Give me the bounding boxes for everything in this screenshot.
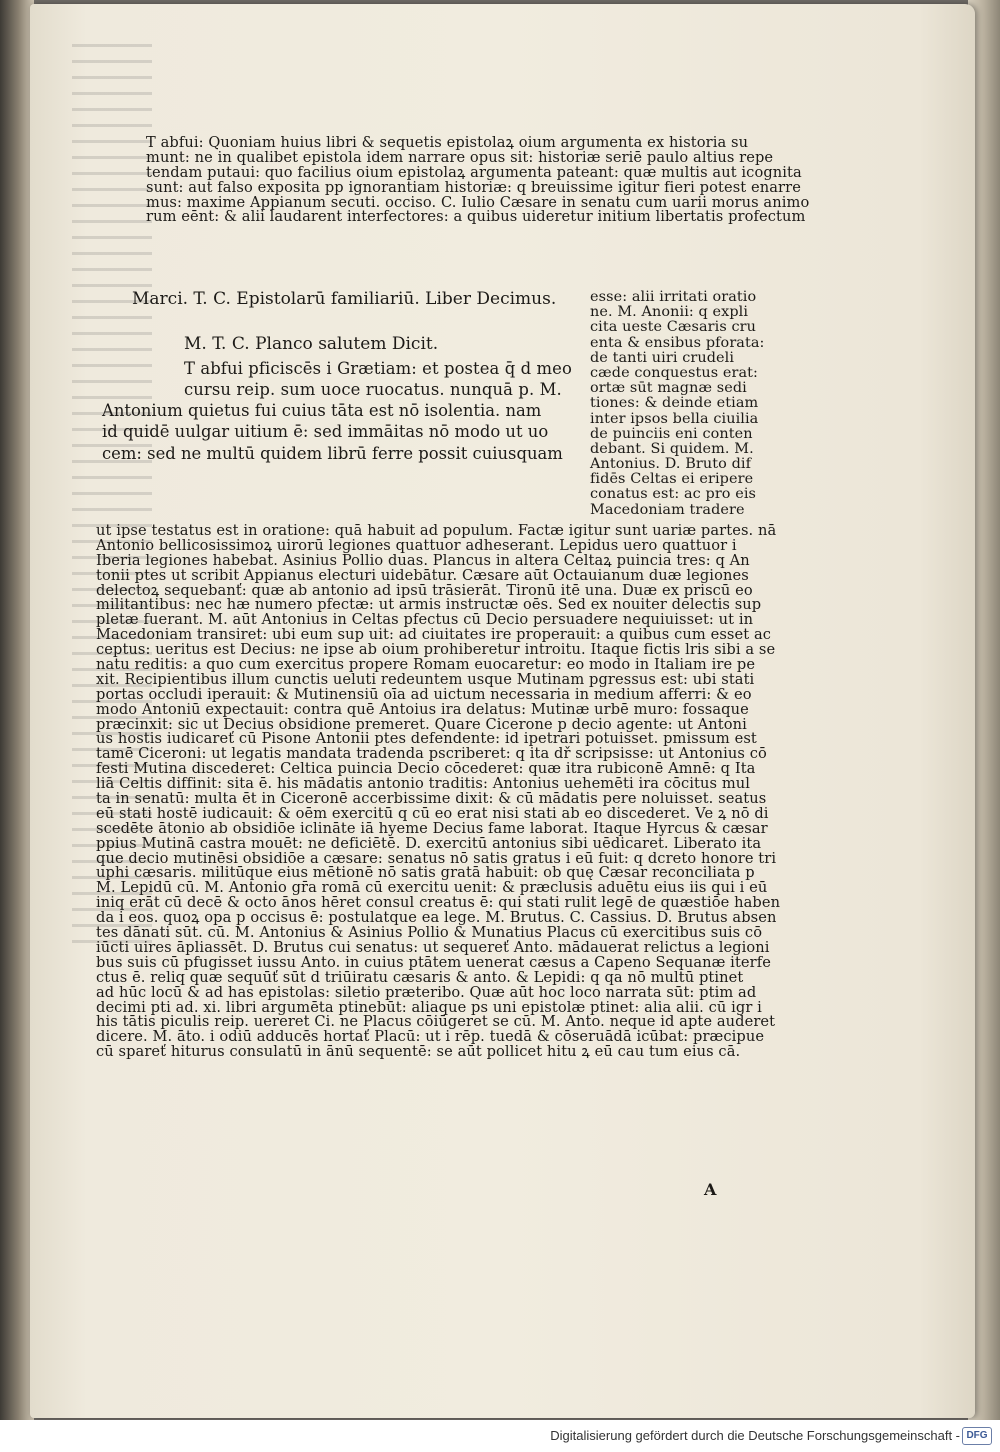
body-line: us hostis iudicareť cū Pisone Antonii ptes defendente: id ipetrari potuisset. pmissum est	[96, 730, 757, 748]
side-column-line: Antonius. D. Bruto dif	[590, 456, 752, 473]
first-letter-continuation	[102, 400, 563, 464]
body-line: ctus ē. reliq quæ sequūť sūt d triūiratu cæsaris & anto. & Lepidi: q qa nō multū ptinet	[96, 968, 744, 986]
body-line: his tātis piculis reip. uereret Ci. ne Placus cōiūgeret se cū. M. Anto. neque id apte auderet	[96, 1013, 776, 1031]
body-line: ad hūc locū & ad has epistolas: siletio præteribo. Quæ aūt hoc loco narrata sūt: ptim ad	[96, 983, 757, 1001]
body-line: militantibus: nec hæ numero pfectæ: ut armis instructæ oēs. Sed ex nouiter delectis sup	[96, 596, 762, 614]
main-body-text	[96, 524, 780, 1060]
body-line: iūcti uires āpliassēt. D. Brutus cui senatus: ut sequereť Anto. mādauerat relictus a legioni	[96, 938, 770, 956]
body-line: M. Lepidū cū. M. Antonio gr̄a romā cū exercitu uenit: & præclusis aduētu eius iis qui i eū	[96, 879, 768, 897]
letter-line: cem: sed ne multū quidem librū ferre possit cuiusquam	[102, 443, 563, 463]
body-line: pletæ fuerant. M. aūt Antonius in Celtas pfectus cū Decio persuadere nequiuisset: ut in	[96, 611, 754, 629]
side-column-line: conatus est: ac pro eis	[590, 486, 757, 503]
dfg-logo: DFG	[962, 1427, 992, 1445]
intro-line: T abfui: Quoniam huius libri & sequetis epistolaꝝ oium argumenta ex historia su	[146, 134, 749, 151]
intro-line: mus: maxime Appianum secuti. occiso. C. Iulio Cæsare in senatu cum uarii morus animo	[146, 193, 810, 211]
signature-mark: A	[704, 1180, 717, 1199]
side-column-text	[590, 290, 765, 518]
body-line: cū spareť hiturus consulatū in ānū sequentē: se aūt pollicet hitu ꝝ eū cau tum eius cā.	[96, 1043, 741, 1061]
first-letter-opening	[184, 358, 572, 401]
body-line: Macedoniam transiret: ubi eum sup uit: ad ciuitates ire properauit: a quibus cum esset ac	[96, 626, 772, 644]
body-line: ta in senatū: multa ēt in Ciceronē accerbissime dixit: & cū mādatis pere noluisset. seatus	[96, 790, 767, 808]
side-column-line: ne. M. Anonii: q expli	[590, 304, 749, 321]
letter-line: T abfui pficiscēs i Grætiam: et postea q̄ d meo	[184, 359, 572, 378]
body-line: ceptus: ueritus est Decius: ne ipse ab oium prohiberetur introitu. Itaque fictis lris sibi a se	[96, 641, 776, 659]
side-column-line: de puinciis eni conten	[590, 425, 753, 442]
body-line: eū stati hostē iudicauit: & oēm exercitū q cū eo erat nisi stati ab eo discederet. Ve ꝝ nō di	[96, 804, 769, 822]
book-spine-left	[0, 0, 34, 1420]
body-line: bus suis cū pfugisset iussu Anto. in cuius ptātem uenerat cæsus a Capeno Sequanæ iterfe	[96, 953, 771, 971]
body-line: ut ipse testatus est in oratione: quā habuit ad populum. Factæ igitur sunt uariæ partes. nā	[96, 522, 777, 539]
body-line: uphi cæsaris. militūque eius mētionē nō satis gratā habuit: ob quę Cæsar reconciliata p	[96, 864, 755, 882]
letter-salutation: M. T. C. Planco salutem Dicit.	[184, 334, 439, 354]
letter-line: Antonium quietus fui cuius tāta est nō isolentia. nam	[102, 401, 542, 420]
body-line: modo Antoniū expectauit: contra quē Antoius ira delatus: Mutinæ urbē muro: fossaque	[96, 700, 749, 718]
body-line: tonii ptes ut scribit Appianus electuri uidebātur. Cæsare aūt Octauianum duæ legiones	[96, 566, 749, 584]
side-column-line: Macedoniam tradere	[590, 501, 745, 518]
body-line: delectoꝝ sequebanť: quæ ab antonio ad ipsū trāsierāt. Tironū itē una. Duæ ex priscū eo	[96, 581, 753, 599]
side-column-line: de tanti uiri crudeli	[590, 349, 735, 366]
body-line: Iberia legiones habebat. Asinius Pollio duas. Plancus in altera Celtaꝝ puincia tres: q An	[96, 551, 750, 569]
body-line: natu reditis: a quo cum exercitus propere Romam euocaretur: eo modo in Italiam ire pe	[96, 656, 756, 674]
side-column-line: enta & ensibus pforata:	[590, 334, 765, 351]
side-column-line: ortæ sūt magnæ sedi	[590, 380, 747, 397]
side-column-line: cæde conquestus erat:	[590, 364, 758, 381]
body-line: Antonio bellicosissimoꝝ uirorū legiones quattuor adheserant. Lepidus uero quattuor i	[96, 536, 737, 554]
body-line: tes dānati sūt. cū. M. Antonius & Asinius Pollio & Munatius Placus cū exercitibus suis cō	[96, 924, 763, 942]
body-line: dicere. M. āto. i odiū adducēs hortať Placū: ut i rēp. tuedā & cōseruādā icūbat: præcipue	[96, 1028, 765, 1046]
intro-paragraph	[146, 136, 809, 225]
body-line: decimi pti ad. xi. libri argumēta ptinebūt: aliaque ps uni epistolæ ptinet: alia alii. cū igr i	[96, 998, 762, 1016]
body-line: liā Celtis diffinit: sita ē. his mādatis antonio traditis: Antonius uehemēti ira cōcitus mul	[96, 775, 751, 793]
side-column-line: esse: alii irritati oratio	[590, 289, 757, 305]
body-line: iniq erāt cū decē & octo ānos hēret consul creatus ē: qui stati rulit legē de quæstiōe haben	[96, 894, 781, 912]
letter-line: id quidē uulgar uitium ē: sed immāitas nō modo ut uo	[102, 422, 549, 442]
body-line: præcinxit: sic ut Decius obsidione premeret. Quare Cicerone p decio agente: ut Antoni	[96, 715, 747, 733]
side-column-line: cita ueste Cæsaris cru	[590, 319, 756, 336]
body-line: portas occludi iperauit: & Mutinensiū oīa ad uictum necessaria in medium afferri: & eo	[96, 685, 752, 703]
footer-credit: Digitalisierung gefördert durch die Deutsche Forschungsgemeinschaft -	[550, 1428, 960, 1443]
side-column-line: fidēs Celtas ei eripere	[590, 471, 754, 488]
letter-line: cursu reip. sum uoce ruocatus. nunquā p. M.	[184, 380, 562, 400]
body-line: scedēte ātonio ab obsidiōe iclināte iā hyeme Decius fame laborat. Itaque Hyrcus & cæsar	[96, 819, 768, 837]
intro-line: tendam putaui: quo facilius oium epistolaꝝ argumenta pateant: quæ multis aut icognita	[146, 163, 802, 181]
footer-bar	[0, 1420, 1000, 1452]
side-column-line: debant. Si quidem. M.	[590, 440, 754, 457]
side-column-line: inter ipsos bella ciuilia	[590, 410, 759, 427]
side-column-line: tiones: & deinde etiam	[590, 395, 759, 412]
body-line: ppius Mutinā castra mouēt: ne deficiētē. D. exercitū antonius sibi uēdicaret. Liberato ita	[96, 834, 762, 852]
intro-line: munt: ne in qualibet epistola idem narrare opus sit: historiæ seriē paulo altius repe	[146, 148, 774, 166]
intro-line: sunt: aut falso exposita pp ignorantiam historiæ: q breuissime igitur fieri potest enarre	[146, 178, 801, 196]
body-line: tamē Ciceroni: ut legatis mandata tradenda pscriberet: q ita dř scripsisse: ut Antonius cō	[96, 745, 767, 763]
body-line: festi Mutina discederet: Celtica puincia Decio cōcederet: quæ itra rubiconē Amnē: q Ita	[96, 760, 756, 778]
intro-line: rum eēnt: & alii laudarent interfectores: a quibus uideretur initium libertatis profectum	[146, 208, 806, 226]
body-line: que decio mutinēsi obsidiōe a cæsare: senatus nō satis gratus i eū fuit: q dcreto honore tri	[96, 849, 777, 867]
body-line: xit. Recipientibus illum cunctis ueluti redeuntem usque Mutinam pgressus est: ubi stati	[96, 670, 755, 688]
body-line: da i eos. quoꝝ opa p occisus ē: postulatque ea lege. M. Brutus. C. Cassius. D. Brutus absen	[96, 909, 777, 927]
book-heading: Marci. T. C. Epistolarū familiariū. Liber Decimus.	[132, 289, 557, 309]
